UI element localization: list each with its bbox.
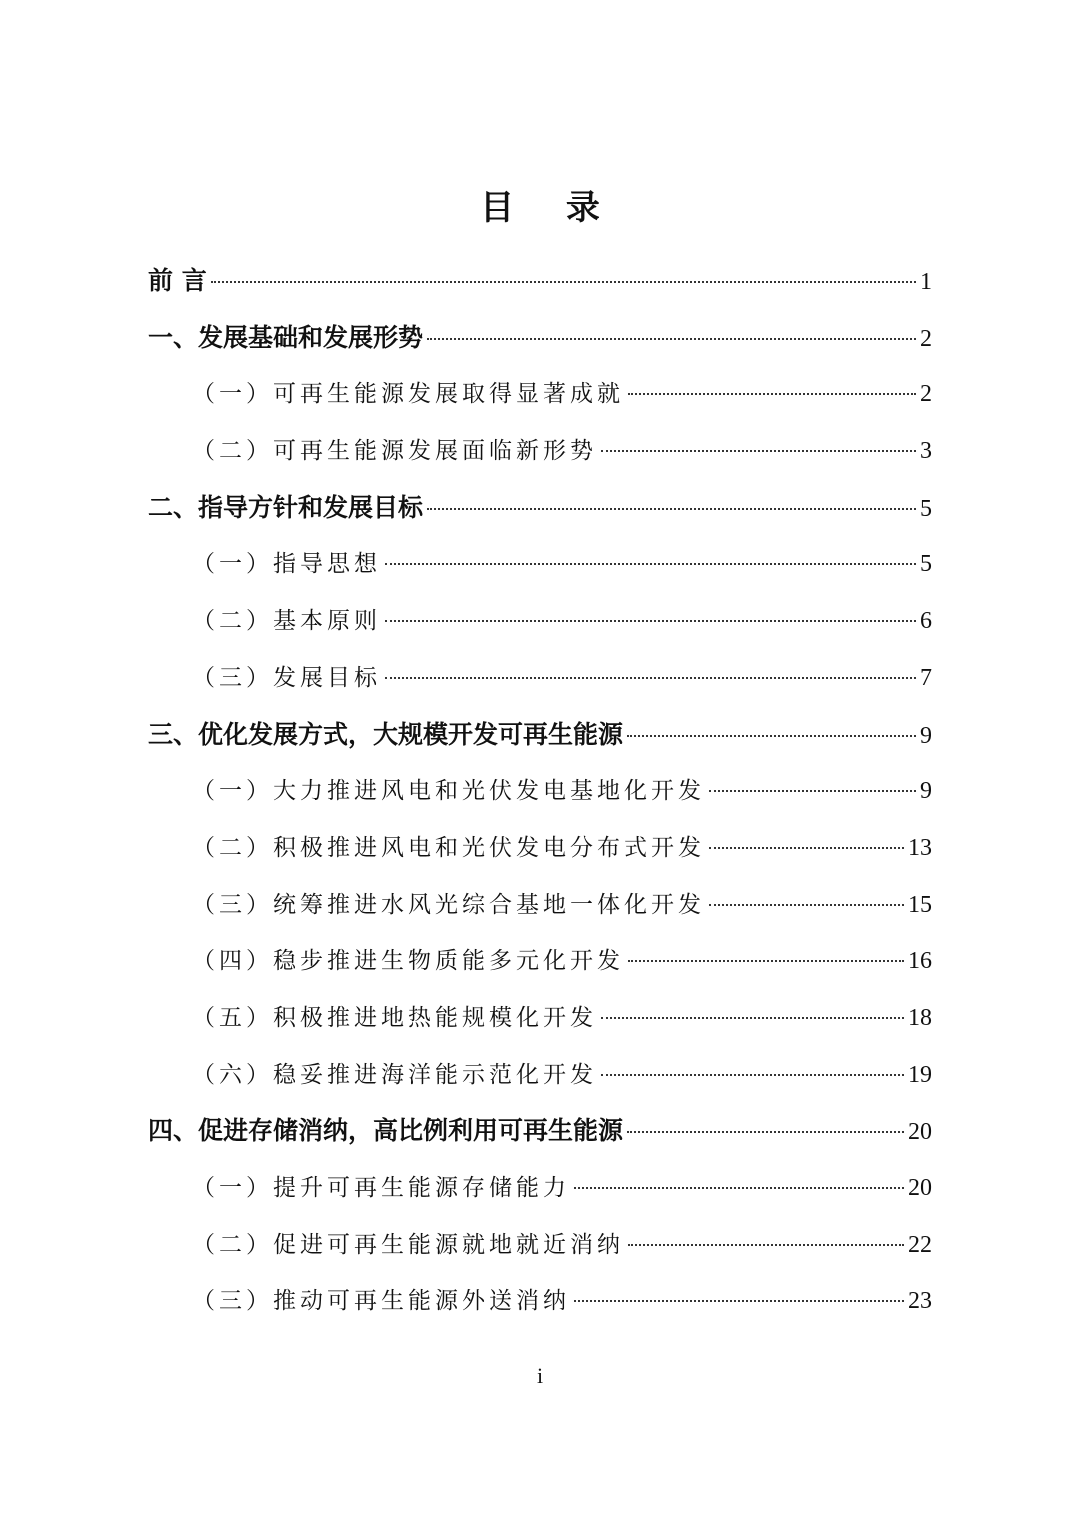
toc-entry-section-2-2[interactable] xyxy=(148,594,932,651)
toc-entry-section-3-3[interactable] xyxy=(148,878,932,935)
toc-entry-text: 前 言 xyxy=(148,266,207,295)
dot-leader xyxy=(709,790,916,792)
toc-entry-text: （一）大力推进风电和光伏发电基地化开发 xyxy=(192,778,705,805)
dot-leader xyxy=(628,393,916,395)
dot-leader xyxy=(627,1131,904,1133)
toc-entry-text: （四）稳步推进生物质能多元化开发 xyxy=(192,948,624,975)
toc-entry-section-3-4[interactable] xyxy=(148,934,932,991)
toc-entry-text: （一）指导思想 xyxy=(192,551,381,578)
dot-leader xyxy=(628,960,904,962)
toc-entry-text: （三）统筹推进水风光综合基地一体化开发 xyxy=(192,891,705,918)
dot-leader xyxy=(385,563,916,565)
toc-entry-page: 23 xyxy=(908,1288,932,1315)
toc-entry-text: （五）积极推进地热能规模化开发 xyxy=(192,1004,597,1031)
dot-leader xyxy=(709,847,904,849)
dot-leader xyxy=(574,1187,904,1189)
dot-leader xyxy=(427,508,916,510)
toc-entry-page: 2 xyxy=(920,325,932,352)
toc-entry-section-4-2[interactable] xyxy=(148,1218,932,1275)
toc-entry-section-3-6[interactable] xyxy=(148,1048,932,1105)
toc-entry-page: 20 xyxy=(908,1175,932,1201)
toc-entry-page: 9 xyxy=(920,778,932,805)
toc-entry-text: （二）基本原则 xyxy=(192,608,381,635)
toc-entry-text: 三、优化发展方式，大规模开发可再生能源 xyxy=(148,719,624,749)
dot-leader xyxy=(628,1244,904,1246)
dot-leader xyxy=(601,1074,904,1076)
dot-leader xyxy=(601,1017,904,1019)
toc-entry-section-3[interactable] xyxy=(148,708,932,765)
toc-entry-text: （二）积极推进风电和光伏发电分布式开发 xyxy=(192,834,705,861)
toc-entry-page: 7 xyxy=(920,664,932,691)
toc-entry-section-3-1[interactable] xyxy=(148,764,932,821)
toc-entry-section-1-2[interactable] xyxy=(148,424,932,481)
dot-leader xyxy=(709,904,904,906)
toc-entry-section-1[interactable] xyxy=(148,311,932,368)
page-title: 目 录 xyxy=(480,188,620,228)
dot-leader xyxy=(601,450,916,452)
toc-entry-section-2-1[interactable] xyxy=(148,537,932,594)
toc-entry-page: 5 xyxy=(920,495,932,522)
toc-entry-text: （三）发展目标 xyxy=(192,664,381,691)
toc-entry-page: 2 xyxy=(920,381,932,408)
toc-entry-text: （一）可再生能源发展取得显著成就 xyxy=(192,381,624,408)
toc-entry-text: （二）可再生能源发展面临新形势 xyxy=(192,438,597,465)
toc-entry-page: 9 xyxy=(920,722,932,749)
toc-entry-page: 1 xyxy=(920,269,932,295)
toc-entry-text: （六）稳妥推进海洋能示范化开发 xyxy=(192,1061,597,1088)
dot-leader xyxy=(627,735,916,737)
toc-entry-section-4-3[interactable] xyxy=(148,1274,932,1331)
dot-leader xyxy=(427,338,916,340)
toc-entry-section-1-1[interactable] xyxy=(148,367,932,424)
toc-entry-page: 20 xyxy=(908,1119,932,1146)
dot-leader xyxy=(385,620,916,622)
toc-entry-page: 13 xyxy=(908,834,932,861)
toc-entry-page: 16 xyxy=(908,948,932,975)
toc-entry-page: 3 xyxy=(920,438,932,465)
toc-entry-page: 19 xyxy=(908,1061,932,1088)
toc-entry-section-3-2[interactable] xyxy=(148,821,932,878)
toc-entry-page: 6 xyxy=(920,608,932,635)
toc-entry-section-3-5[interactable] xyxy=(148,991,932,1048)
toc-entry-section-4-1[interactable] xyxy=(148,1161,932,1218)
toc-entry-section-2[interactable] xyxy=(148,481,932,538)
toc-entry-page: 5 xyxy=(920,551,932,578)
toc-entry-text: 一、发展基础和发展形势 xyxy=(148,322,424,352)
toc-entry-page: 18 xyxy=(908,1004,932,1031)
toc-entry-page: 22 xyxy=(908,1231,932,1258)
toc-entry-text: （三）推动可再生能源外送消纳 xyxy=(192,1288,570,1315)
page-number: i xyxy=(536,1363,544,1388)
dot-leader xyxy=(211,281,916,283)
toc-entry-text: （一）提升可再生能源存储能力 xyxy=(192,1175,570,1201)
toc-entry-text: 二、指导方针和发展目标 xyxy=(148,492,424,522)
toc-entry-section-4[interactable] xyxy=(148,1104,932,1161)
toc-entry-page: 15 xyxy=(908,891,932,918)
toc-entry-text: 四、促进存储消纳，高比例利用可再生能源 xyxy=(148,1116,624,1146)
dot-leader xyxy=(385,677,916,679)
toc-entry-text: （二）促进可再生能源就地就近消纳 xyxy=(192,1231,624,1258)
toc-entry-section-2-3[interactable] xyxy=(148,651,932,708)
toc-entry-preface[interactable] xyxy=(148,254,932,311)
table-of-contents xyxy=(148,254,932,1331)
dot-leader xyxy=(574,1300,904,1302)
